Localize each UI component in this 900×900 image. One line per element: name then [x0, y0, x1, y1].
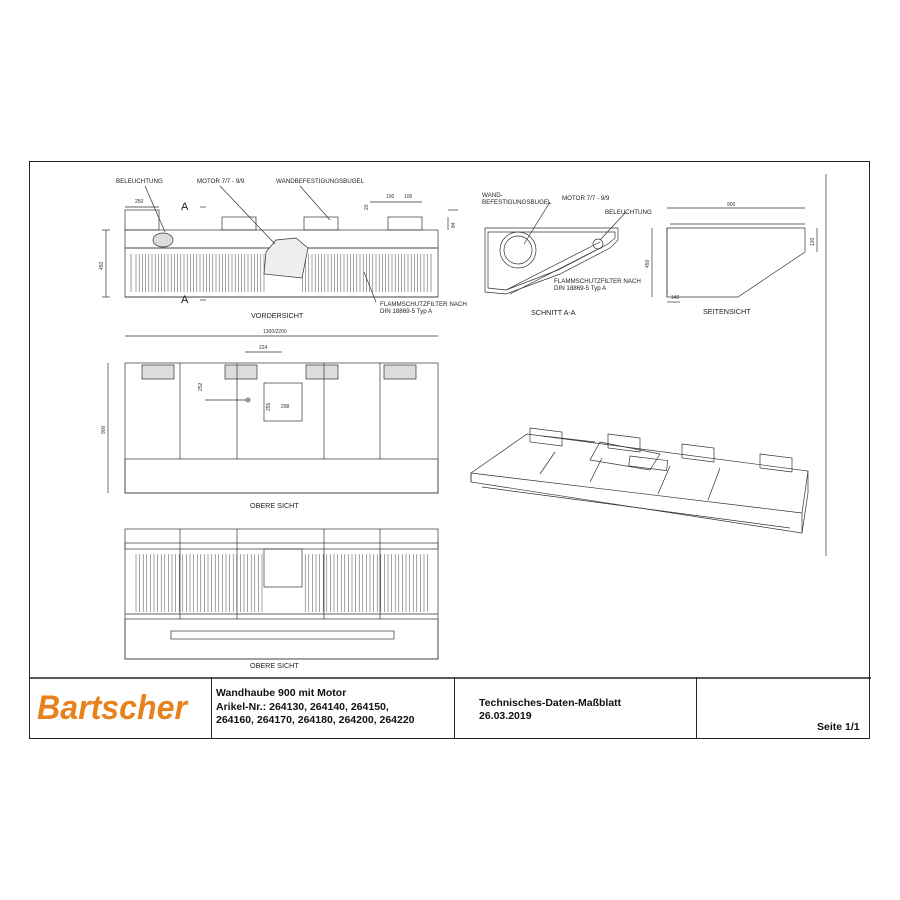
dim-84: 84 [451, 222, 457, 228]
title-block-doc-cell [455, 677, 697, 739]
page-number: Seite 1/1 [817, 721, 860, 733]
front-view [99, 186, 458, 302]
dim-250: 250 [135, 199, 144, 205]
side-dim-140: 140 [671, 295, 680, 301]
section-lighting-label: BELEUCHTUNG [605, 209, 652, 216]
label-bracket: WANDBEFESTIGUNGSBUGEL [276, 178, 365, 185]
side-view [652, 174, 826, 556]
section-bracket-line1: WAND- [482, 192, 503, 199]
title-block-page-cell [697, 677, 870, 739]
label-filter-line1: FLAMMSCHUTZFILTER NACH [380, 301, 467, 308]
bottom-view-title: OBERE SICHT [250, 661, 299, 670]
article-numbers-line2: 264160, 264170, 264180, 264200, 264220 [216, 714, 415, 726]
document-type: Technisches-Daten-Maßblatt [479, 697, 622, 709]
isometric-view [471, 428, 808, 533]
brand-name: Bartscher [37, 689, 189, 727]
dim-100b: 100 [404, 194, 413, 200]
top-view [108, 336, 438, 493]
dim-20: 20 [364, 204, 370, 210]
top-dim-1300: 1300/2200 [263, 329, 287, 335]
section-filter-line1: FLAMMSCHUTZFILTER NACH [554, 278, 641, 285]
dim-450: 450 [99, 261, 105, 270]
section-marker-bottom: A [181, 294, 189, 306]
bartscher-logo [29, 677, 212, 739]
section-marker-top: A [181, 201, 189, 213]
article-numbers-line1: Arikel-Nr.: 264130, 264140, 264150, [216, 701, 389, 713]
top-dim-255: 255 [266, 402, 272, 411]
label-motor: MOTOR 7/7 - 9/9 [197, 178, 245, 185]
side-dim-450: 450 [645, 259, 651, 268]
title-block [29, 677, 870, 739]
side-dim-900: 900 [727, 202, 736, 208]
top-dim-252: 252 [198, 382, 204, 391]
title-block-product-cell [212, 677, 455, 739]
section-filter-line2: DIN 18869-5 Typ A [554, 285, 607, 292]
document-date: 26.03.2019 [479, 710, 532, 722]
section-motor-label: MOTOR 7/7 - 9/9 [562, 195, 610, 202]
front-view-title: VORDERSICHT [251, 311, 304, 320]
section-view-title: SCHNITT A-A [531, 308, 576, 317]
section-bracket-line2: BEFESTIGUNGSBUGEL [482, 199, 552, 206]
label-filter-line2: DIN 18869-5 Typ A [380, 308, 433, 315]
technical-drawing [30, 162, 871, 740]
side-dim-130: 130 [810, 237, 816, 246]
title-block-logo-cell [29, 677, 212, 739]
product-name: Wandhaube 900 mit Motor [216, 687, 347, 699]
label-lighting: BELEUCHTUNG [116, 178, 163, 185]
dim-100a: 100 [386, 194, 395, 200]
top-dim-224: 224 [259, 345, 268, 351]
top-view-title: OBERE SICHT [250, 501, 299, 510]
top-dim-900: 900 [101, 425, 107, 434]
top-dim-298: 298 [281, 404, 290, 410]
side-view-title: SEITENSICHT [703, 307, 751, 316]
drawing-sheet [29, 161, 870, 739]
